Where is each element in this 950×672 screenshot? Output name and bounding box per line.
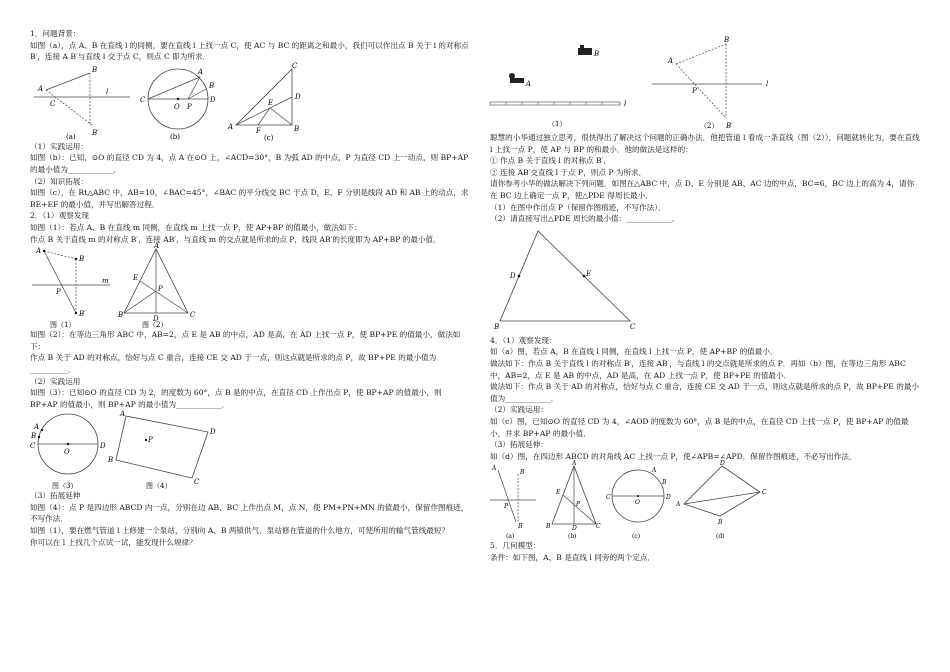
figure-a-caption: (a) bbox=[66, 132, 76, 141]
section-2-paragraph-5: 如图（3）：已知⊙O 的直径 CD 为 2，的度数为 60°，点 B 是的中点，在直径 CD 上作出点 P，使 BP+AP 的值最小，则 BP+AP 的值最小，则 BP+AP 的最小值为____________． bbox=[30, 388, 442, 409]
svg-text:C: C bbox=[30, 442, 36, 451]
svg-text:B: B bbox=[718, 519, 723, 527]
svg-text:P: P bbox=[504, 503, 509, 511]
figure-4-row bbox=[490, 462, 770, 540]
section-2-extend-heading: （3）拓展延伸 bbox=[30, 491, 81, 501]
figure-2-4-caption: 图（4） bbox=[146, 482, 172, 491]
svg-text:A: A bbox=[34, 423, 40, 432]
svg-text:A: A bbox=[120, 410, 126, 419]
figure-c-caption: (c) bbox=[264, 133, 274, 142]
section-2-practice-heading: （2）实践运用 bbox=[30, 376, 81, 386]
figure-2-1 bbox=[32, 247, 110, 329]
section-4-paragraph-5: 如（d）图，在四边形 ABCD 的对角线 AC 上找一点 P，使∠APB=∠APD．保留作图痕迹，不必写出作法． bbox=[490, 451, 857, 461]
svg-text:D: D bbox=[510, 271, 516, 280]
figure-b bbox=[140, 68, 216, 141]
figure-3-row bbox=[30, 410, 230, 490]
svg-text:C: C bbox=[292, 61, 298, 70]
svg-text:A: A bbox=[228, 122, 234, 131]
figure-4-c-caption: (c) bbox=[632, 533, 641, 541]
section-2-paragraph-8: 你可以在 l 上找几个点试一试，能发现什么规律？ bbox=[30, 537, 197, 547]
svg-text:A: A bbox=[198, 67, 204, 76]
svg-text:A: A bbox=[38, 84, 44, 93]
svg-text:D: D bbox=[295, 92, 301, 101]
section-4-paragraph-2: 做法如下：作点 B 关于直线 l 的对称点 B′，连接 AB′，与直线 l 的交点就是所求的点 P．再如（b）图，在等边三角形 ABC 中，AB=2，点 E 是 AB 的中点，AD 是高，在 AD 上找一点 P，使 BP+PE 的值最小． bbox=[490, 358, 906, 380]
svg-text:P: P bbox=[158, 285, 163, 294]
right-question-1: （1）在图中作出点 P（保留作图痕迹，不写作法）． bbox=[490, 202, 666, 212]
right-step-2: ② 连接 AB′交直线 l 于点 P，则点 P 为所求． bbox=[490, 167, 647, 177]
pipeline-figure-1-caption: （1） bbox=[548, 120, 567, 128]
figure-2-1-caption: 图（1） bbox=[50, 321, 76, 330]
figure-4-d bbox=[675, 460, 767, 540]
svg-text:C: C bbox=[190, 311, 196, 320]
pipeline-figure-1 bbox=[490, 45, 626, 128]
svg-text:l: l bbox=[106, 87, 109, 96]
left-column bbox=[30, 28, 470, 548]
svg-text:P: P bbox=[187, 102, 192, 111]
svg-text:A: A bbox=[526, 80, 532, 88]
svg-text:C: C bbox=[762, 489, 767, 497]
svg-text:D: D bbox=[720, 460, 725, 468]
figure-4-b bbox=[545, 460, 601, 540]
section-4-paragraph-1: 如（a）图，若点 A，B 在直线 l 同侧，在直线 l 上找一点 P，使 AP+BP 的值最小． bbox=[490, 347, 778, 357]
svg-text:O: O bbox=[64, 448, 70, 457]
figure-2-2-caption: 图（2） bbox=[142, 321, 168, 330]
svg-text:A: A bbox=[36, 247, 42, 256]
section-4-title: 4．（1）观察发现： bbox=[490, 335, 557, 345]
figure-2-3 bbox=[30, 414, 106, 490]
figure-4-b-caption: (b) bbox=[568, 533, 577, 541]
svg-text:B′: B′ bbox=[79, 310, 86, 319]
svg-text:E: E bbox=[268, 98, 274, 107]
svg-text:D: D bbox=[210, 95, 216, 104]
svg-text:B: B bbox=[494, 322, 500, 331]
svg-text:D: D bbox=[666, 494, 671, 502]
section-4-paragraph-3: 做法如下：作点 B 关于 AD 的对称点，恰好与点 C 重合，连接 CE 交 AD 于一点，则这点就是所求的点 P，故 BP+PE 的最小值为____________． bbox=[490, 382, 920, 403]
right-column bbox=[490, 36, 920, 563]
svg-text:D: D bbox=[100, 442, 106, 451]
section-5-title: 5．几何模型： bbox=[490, 541, 541, 551]
section-1-extend-heading: （2）知识拓展： bbox=[30, 176, 88, 186]
figure-b-caption: (b) bbox=[170, 132, 180, 141]
figure-2-4 bbox=[107, 410, 216, 490]
svg-text:B: B bbox=[520, 469, 525, 477]
svg-text:E: E bbox=[586, 269, 592, 278]
figure-2-2 bbox=[117, 242, 196, 329]
svg-text:D: D bbox=[210, 428, 216, 437]
section-5-paragraph-1: 条件：如下图，A、B 是直线 l 同旁的两个定点． bbox=[490, 552, 656, 562]
svg-text:A: A bbox=[676, 501, 681, 509]
svg-text:P: P bbox=[148, 436, 153, 445]
svg-text:C: C bbox=[140, 95, 146, 104]
svg-text:B: B bbox=[118, 311, 124, 320]
figure-4-a-caption: (a) bbox=[506, 533, 515, 541]
svg-text:B: B bbox=[92, 65, 98, 74]
svg-text:A: A bbox=[668, 57, 674, 65]
figure-2-3-caption: 图（3） bbox=[52, 482, 78, 491]
svg-text:l: l bbox=[766, 80, 769, 88]
section-1-title: 1．问题背景： bbox=[30, 29, 81, 38]
section-1-paragraph: 如图（a），点 A、B 在直线 l 的同侧，要在直线 l 上找一点 C，使 AC 与 BC 的距离之和最小，我们可以作出点 B 关于 l 的对称点 B′，连接 A B′与直线 l 交于点 C，则点 C 即为所求． bbox=[30, 40, 469, 62]
figure-4-a bbox=[490, 465, 536, 540]
svg-text:A: A bbox=[492, 465, 497, 473]
pipeline-figure-2-caption: （2） bbox=[700, 122, 719, 130]
svg-text:E: E bbox=[556, 489, 561, 497]
section-2-title: 2．（1）观察发现 bbox=[30, 211, 90, 221]
svg-text:D: D bbox=[572, 525, 577, 533]
pipeline-figure-2 bbox=[652, 36, 768, 130]
section-4-extend-heading: （3）拓展延伸： bbox=[490, 440, 548, 450]
figure-1-row bbox=[30, 63, 360, 141]
section-2-paragraph-4: 作点 B 关于 AD 的对称点，恰好与点 C 重合，连接 CE 交 AD 于一点，则这点就是所求的点 P，故 BP+PE 的最小值为__________． bbox=[30, 353, 437, 374]
svg-text:B: B bbox=[209, 81, 215, 90]
svg-text:B: B bbox=[662, 479, 667, 487]
svg-text:A: A bbox=[652, 467, 657, 475]
svg-text:C: C bbox=[596, 523, 601, 531]
section-2-paragraph-3: 如图（2）：在等边三角形 ABC 中，AB=2，点 E 是 AB 的中点，AD 是高，在 AD 上找一点 P，使 BP+PE 的值最小，做法如下： bbox=[30, 330, 461, 351]
svg-text:B: B bbox=[724, 36, 730, 44]
svg-text:P: P bbox=[56, 288, 61, 297]
section-1-practice-text: 如图（b）：已知，⊙O 的直径 CD 为 4，点 A 在⊙O 上，∠ACD=30°，B 为弧 AD 的中点，P 为直径 CD 上一动点，则 BP+AP 的最小值为____________． bbox=[30, 153, 469, 174]
svg-text:O: O bbox=[635, 499, 640, 507]
figure-4-d-caption: (d) bbox=[716, 533, 725, 541]
svg-text:E: E bbox=[133, 274, 139, 283]
svg-text:A: A bbox=[154, 242, 160, 251]
svg-text:F: F bbox=[256, 126, 261, 135]
svg-text:P: P bbox=[576, 501, 581, 509]
figure-c bbox=[227, 62, 301, 142]
svg-text:B′: B′ bbox=[518, 523, 524, 531]
figure-4-c bbox=[606, 467, 671, 540]
svg-text:B′: B′ bbox=[92, 128, 99, 137]
svg-text:C: C bbox=[194, 478, 200, 487]
pipeline-figure-row bbox=[490, 36, 830, 132]
section-1-extend-text: 如图（c），在 Rt△ABC 中，AB=10，∠BAC=45°，∠BAC 的平分线交 BC 于点 D，E、F 分别是线段 AD 和 AB 上的动点，求 BE+EF 的最小值，并写出解答过程． bbox=[30, 188, 469, 209]
section-2-paragraph-1: 如图（1）：若点 A、B 在直线 m 同侧，在直线 m 上找一点 P，使 AP+BP 的值最小，做法如下： bbox=[30, 222, 362, 232]
right-paragraph-1: 聪慧的小华通过独立思考，很快得出了解决这个问题的正确办法．他把管道 l 看成一条直线（图（2）），问题就转化为，要在直线 l 上找一点 P，使 AP 与 BP 的和最小．他的做法是这样的： bbox=[490, 133, 920, 154]
right-paragraph-2: 请你参考小华的做法解决下列问题．如图在△ABC 中，点 D、E 分别是 AB、AC 边的中点，BC=6，BC 边上的高为 4，请你在 BC 边上确定一点 P，使△PDE 得周长最小． bbox=[490, 179, 915, 200]
svg-text:B: B bbox=[594, 50, 600, 58]
section-1-practice-heading: （1）实践运用： bbox=[30, 141, 88, 151]
svg-text:D: D bbox=[153, 315, 159, 324]
section-2-paragraph-6: 如图（4）：点 P 是四边形 ABCD 内一点，分别在边 AB、BC 上作出点 M，点 N，使 PM+PN+MN 的值最小，保留作图痕迹，不写作法． bbox=[30, 502, 469, 524]
svg-text:C: C bbox=[630, 322, 636, 331]
section-2-paragraph-7: 如图（1），要在燃气管道 l 上修建一个泵站，分别向 A、B 两镇供气．泵站修在管道的什么地方，可使所用的输气管线最短？ bbox=[30, 526, 450, 536]
svg-text:B: B bbox=[108, 456, 114, 465]
triangle-pde-figure bbox=[490, 225, 690, 335]
figure-a bbox=[34, 66, 130, 141]
svg-text:B: B bbox=[31, 432, 37, 441]
svg-text:O: O bbox=[174, 102, 180, 111]
svg-text:l: l bbox=[624, 100, 627, 108]
svg-text:C: C bbox=[606, 494, 611, 502]
section-2-paragraph-2: 作点 B 关于直线 m 的对称点 B′，连接 AB′，与直线 m 的交点就是所求的点 P，线段 AB′的长度即为 AP+BP 的最小值． bbox=[30, 234, 441, 244]
section-4-paragraph-4: 如（c）图，已知⊙O 的直径 CD 为 4，∠AOD 的度数为 60°，点 B 是的中点，在直径 CD 上找一点 P，使 BP+AP 的值最小，并求 BP+AP 的最小值． bbox=[490, 416, 909, 438]
figure-2-row bbox=[30, 242, 230, 330]
svg-text:B′: B′ bbox=[726, 122, 733, 130]
svg-text:B: B bbox=[294, 124, 300, 133]
section-4-practice-heading: （2）实践运用： bbox=[490, 405, 548, 415]
right-question-2: （2）请直接写出△PDE 周长的最小值：____________． bbox=[490, 214, 680, 224]
svg-text:A: A bbox=[572, 460, 577, 468]
right-step-1: ① 作点 B 关于直线 l 的对称点 B′． bbox=[490, 156, 611, 166]
svg-text:m: m bbox=[102, 277, 109, 286]
svg-text:C: C bbox=[50, 99, 56, 108]
svg-text:B: B bbox=[79, 255, 85, 264]
svg-text:B: B bbox=[546, 523, 551, 531]
svg-text:P: P bbox=[692, 87, 697, 95]
